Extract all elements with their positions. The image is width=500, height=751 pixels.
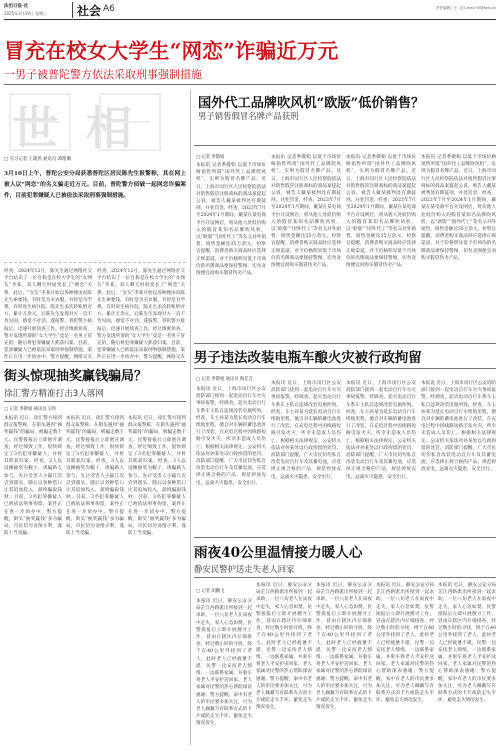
battery-headline: 男子违法改装电瓶车酿火灾被行政拘留 [194, 350, 422, 366]
lead-body-col-2: 经查，2024年12月，陈先生通过网络社交平台结识了一位自称是在校大学生的“女网友”李某，双人聊天时间变长了“网恋”关系。此后，“女友”李某开始以各种理由向陈先生索要钱，有时是为买衣服、有时是为学费、有时说生病住院，陈先生多次转账给对方，累计万余元。后陈先生发现对方一直不肯见面，感觉不对劲，遂报警。普陀警方接报后，迅速开展侦查工作。经过缜密侦查，警方发现所谓的“女大学生”竟是一名男子冒充的，随后将犯罪嫌疑人抓获归案。目前，犯罪嫌疑人已被依法采取刑事强制措施，案件正在进一步侦办中。警方提醒，网络交友 [97, 269, 185, 360]
column-divider [190, 90, 191, 745]
seal-decoration [0, 86, 184, 156]
battery-body-col-4: 本报讯 近日，上海市闵行区公安消防部门接到一起电动自行车火灾事故报警。经调查，起火电动自行车系车主私自违规改装电瓶所致。经查，车主孙某为延长电动自行车续航里程，擅自对车辆的蓄电池进行了改装，在充电过程中因线路短路引发火灾，所幸未造成人员伤亡。根据相关法律规定，公安机关依法对孙某处以行政拘留的处罚。消防部门提醒，广大市民切勿私自改装电动自行车及其蓄电池，应选择正规合格的产品，规范停放充电，远离火灾隐患，安全出行。 [421, 381, 496, 473]
fans-headline-block [194, 88, 496, 122]
battery-body-col-1: 本报讯 近日，上海市闵行区公安消防部门接到一起电动自行车火灾事故报警。经调查，起火电动自行车系车主私自违规改装电瓶所致。经查，车主孙某为延长电动自行车续航里程，擅自对车辆的蓄电池进行了改装，在充电过程中因线路短路引发火灾，所幸未造成人员伤亡。根据相关法律规定，公安机关依法对孙某处以行政拘留的处罚。消防部门提醒，广大市民切勿私自改装电动自行车及其蓄电池，应选择正规合格的产品，规范停放充电，远离火灾隐患，安全出行。 [196, 387, 266, 486]
pen-icon: □ [196, 589, 201, 594]
scam-top-rule [4, 361, 186, 362]
help-rule [194, 577, 496, 578]
fans-body-col-1: 本报讯 记者季敬娟 以低于市场价格销售所谓“国外代工品牌吹风机”，实则为假冒名牌产品。近日，上海市闵行区人民检察院依法对销售假冒注册商标的商品案提起公诉，被告人戴某被判处有期徒刑，并处罚金。经查，2023年7月至2024年1月期间，戴某在某电商平台开设网店，将从他人处低价购入的假冒某知名品牌吹风机，以“欧版”“国外代工”等名义对外销售，销售金额达35万余元。检察官提醒，消费者购买商品时应选择正规渠道，对于价格明显低于市场价的名牌商品要保持警惕，切勿贪图便宜而购买假冒伪劣产品。 [196, 163, 266, 277]
scam-rule [4, 401, 186, 402]
masthead [0, 0, 500, 22]
help-body-col-4: 本报讯 近日，静安公安分局芷江西路派出所接到一起求助，一位八旬老人在雨夜中走失，家人心急如焚。民警接报后立即开展搜寻工作，冒雨在辖区内仔细排查，经过数小时的寻找，终于在40公里外找到了老人。此时老人已经疲惫不堪，民警一边安抚老人情绪，一边联系家属，并驱车将老人平安护送回家。老人家属对民警的热心帮助深表感谢。警方提醒，家中有老人的市民要多加关注，可为老人佩戴写有联系方式的卡片或防走失手环，避免走失情况发生。 [376, 583, 434, 704]
help-subheadline: 静安民警护送走失老人回家 [194, 564, 295, 574]
help-body-col-3: 本报讯 近日，静安公安分局芷江西路派出所接到一起求助，一位八旬老人在雨夜中走失，家人心急如焚。民警接报后立即开展搜寻工作，冒雨在辖区内仔细排查，经过数小时的寻找，终于在40公里外找到了老人。此时老人已经疲惫不堪，民警一边安抚老人情绪，一边联系家属，并驱车将老人平安护送回家。老人家属对民警的热心帮助深表感谢。警方提醒，家中有老人的市民要多加关注，可为老人佩戴写有联系方式的卡片或防走失手环，避免走失情况发生。 [316, 583, 372, 711]
battery-body-col-3: 本报讯 近日，上海市闵行区公安消防部门接到一起电动自行车火灾事故报警。经调查，起火电动自行车系车主私自违规改装电瓶所致。经查，车主孙某为延长电动自行车续航里程，擅自对车辆的蓄电池进行了改装，在充电过程中因线路短路引发火灾，所幸未造成人员伤亡。根据相关法律规定，公安机关依法对孙某处以行政拘留的处罚。消防部门提醒，广大市民切勿私自改装电动自行车及其蓄电池，应选择正规合格的产品，规范停放充电，远离火灾隐患，安全出行。 [346, 381, 416, 480]
pen-icon: □ [196, 155, 201, 160]
issue-date: 2025年3月19日 星期三 [4, 11, 48, 16]
lead-reporters: □ 见习记者 王葳然 通讯员 谭理璐 [4, 157, 71, 162]
help-body-col-5: 本报讯 近日，静安公安分局芷江西路派出所接到一起求助，一位八旬老人在雨夜中走失，家人心急如焚。民警接报后立即开展搜寻工作，冒雨在辖区内仔细排查，经过数小时的寻找，终于在40公里外找到了老人。此时老人已经疲惫不堪，民警一边安抚老人情绪，一边联系家属，并驱车将老人平安护送回家。老人家属对民警的热心帮助深表感谢。警方提醒，家中有老人的市民要多加关注，可为老人佩戴写有联系方式的卡片或防走失手环，避免走失情况发生。 [438, 583, 496, 704]
lead-subheadline: 一男子被普陀警方依法采取刑事强制措施 [4, 68, 202, 81]
battery-body-col-2: 本报讯 近日，上海市闵行区公安消防部门接到一起电动自行车火灾事故报警。经调查，起火电动自行车系车主私自违规改装电瓶所致。经查，车主孙某为延长电动自行车续航里程，擅自对车辆的蓄电池进行了改装，在充电过程中因线路短路引发火灾，所幸未造成人员伤亡。根据相关法律规定，公安机关依法对孙某处以行政拘留的处罚。消防部门提醒，广大市民切勿私自改装电动自行车及其蓄电池，应选择正规合格的产品，规范停放充电，远离火灾隐患，安全出行。 [271, 381, 341, 480]
seal-characters: 世相 [12, 101, 160, 155]
battery-rule [194, 368, 496, 369]
scam-subheadline: 徐汇警方精准打击3人落网 [4, 389, 104, 399]
battery-top-rule [194, 343, 496, 344]
page-number: A6 [103, 4, 115, 14]
scam-body-col-2: 本报讯 近日，徐汇警方接到群众报警称，在街头遇到“抽奖赢钱”的骗局，被骗走数千元。民警接报后立即展开调查，经过细致工作，很快锁定了3名犯罪嫌疑人，并将其抓获归案。经查，3人以设摊抽奖为幌子，诱骗路人参与，先让受害人小赢几次尝到甜头，随后以各种借口让其追加投入，最终骗取钱财。目前，3名犯罪嫌疑人已被依法刑事拘留，案件正在进一步侦办中。警方提醒，街头“抽奖赢钱”多为骗局，市民切勿贪图小利，谨防上当受骗。 [66, 416, 124, 537]
fans-body-col-3: 本报讯 记者季敬娟 以低于市场价格销售所谓“国外代工品牌吹风机”，实则为假冒名牌产品。近日，上海市闵行区人民检察院依法对销售假冒注册商标的商品案提起公诉，被告人戴某被判处有期徒刑，并处罚金。经查，2023年7月至2024年1月期间，戴某在某电商平台开设网店，将从他人处低价购入的假冒某知名品牌吹风机，以“欧版”“国外代工”等名义对外销售，销售金额达35万余元。检察官提醒，消费者购买商品时应选择正规渠道，对于价格明显低于市场价的名牌商品要保持警惕，切勿贪图便宜而购买假冒伪劣产品。 [346, 155, 416, 269]
masthead-rule [4, 19, 496, 20]
pen-icon: □ [4, 157, 9, 162]
fans-body-col-2: 本报讯 记者季敬娟 以低于市场价格销售所谓“国外代工品牌吹风机”，实则为假冒名牌产品。近日，上海市闵行区人民检察院依法对销售假冒注册商标的商品案提起公诉，被告人戴某被判处有期徒刑，并处罚金。经查，2023年7月至2024年1月期间，戴某在某电商平台开设网店，将从他人处低价购入的假冒某知名品牌吹风机，以“欧版”“国外代工”等名义对外销售，销售金额达35万余元。检察官提醒，消费者购买商品时应选择正规渠道，对于价格明显低于市场价的名牌商品要保持警惕，切勿贪图便宜而购买假冒伪劣产品。 [271, 155, 341, 269]
lead-headline: 冒充在校女大学生“网恋”诈骗近万元 [4, 39, 339, 63]
fans-body-col-4: 本报讯 记者季敬娟 以低于市场价格销售所谓“国外代工品牌吹风机”，实则为假冒名牌产品。近日，上海市闵行区人民检察院依法对销售假冒注册商标的商品案提起公诉，被告人戴某被判处有期徒刑，并处罚金。经查，2023年7月至2024年1月期间，戴某在某电商平台开设网店，将从他人处低价购入的假冒某知名品牌吹风机，以“欧版”“国外代工”等名义对外销售，销售金额达35万余元。检察官提醒，消费者购买商品时应选择正规渠道，对于价格明显低于市场价的名牌商品要保持警惕，切勿贪图便宜而购买假冒伪劣产品。 [421, 155, 496, 261]
fans-headline: 国外代工品牌吹风机“欧版”低价销售？ [198, 96, 425, 111]
help-top-rule [194, 537, 496, 538]
lead-intro: 3月10日上午，普陀公安分局获悉普陀区居民陈先生报警称，其在网上被人以“网恋”的名义骗走近万元。目前，普陀警方侦破一起网恋诈骗案件，目前犯罪嫌疑人已被依法采取刑事强制措施。 [4, 171, 186, 199]
masthead-divider [72, 2, 73, 18]
section-name: 社会 [77, 4, 102, 18]
lead-intro-rule [4, 262, 186, 263]
lead-body-col-1: 经查，2024年12月，陈先生通过网络社交平台结识了一位自称是在校大学生的“女网友”李某，双人聊天时间变长了“网恋”关系。此后，“女友”李某开始以各种理由向陈先生索要钱，有时是为买衣服、有时是为学费、有时说生病住院，陈先生多次转账给对方，累计万余元。后陈先生发现对方一直不肯见面，感觉不对劲，遂报警。普陀警方接报后，迅速开展侦查工作。经过缜密侦查，警方发现所谓的“女大学生”竟是一名男子冒充的，随后将犯罪嫌疑人抓获归案。目前，犯罪嫌疑人已被依法采取刑事强制措施，案件正在进一步侦办中。警方提醒，网络交友 [4, 269, 92, 360]
pen-icon: □ [196, 377, 201, 382]
fans-reporters: □ 记者 季敬娟 [196, 155, 225, 160]
scam-reporters: □ 记者 季敬娟 通讯员 吴昕 [4, 407, 57, 412]
help-reporters: □ 记者 胡鹏飞 [196, 589, 225, 594]
pen-icon: □ [4, 407, 9, 412]
calligraphy-seal-image [0, 86, 184, 156]
lead-rule [4, 84, 496, 85]
scam-headline: 街头惊现抽奖赢钱骗局？ [4, 369, 148, 384]
fans-rule [194, 145, 496, 146]
editor-info: 责任编辑 / 王 飞 E-mail: fz@fzrb.cn [435, 6, 496, 10]
help-headline: 雨夜40公里温情接力暖人心 [194, 545, 363, 561]
battery-reporters: □ 记者 季敬娟 通讯员 陶佳音 [196, 377, 253, 382]
scam-body-col-1: 本报讯 近日，徐汇警方接到群众报警称，在街头遇到“抽奖赢钱”的骗局，被骗走数千元。民警接报后立即展开调查，经过细致工作，很快锁定了3名犯罪嫌疑人，并将其抓获归案。经查，3人以设摊抽奖为幌子，诱骗路人参与，先让受害人小赢几次尝到甜头，随后以各种借口让其追加投入，最终骗取钱财。目前，3名犯罪嫌疑人已被依法刑事拘留，案件正在进一步侦办中。警方提醒，街头“抽奖赢钱”多为骗局，市民切勿贪图小利，谨防上当受骗。 [4, 416, 62, 537]
help-body-col-2: 本报讯 近日，静安公安分局芷江西路派出所接到一起求助，一位八旬老人在雨夜中走失，家人心急如焚。民警接报后立即开展搜寻工作，冒雨在辖区内仔细排查，经过数小时的寻找，终于在40公里外找到了老人。此时老人已经疲惫不堪，民警一边安抚老人情绪，一边联系家属，并驱车将老人平安护送回家。老人家属对民警的热心帮助深表感谢。警方提醒，家中有老人的市民要多加关注，可为老人佩戴写有联系方式的卡片或防走失手环，避免走失情况发生。 [256, 583, 312, 711]
help-body-col-1: 本报讯 近日，静安公安分局芷江西路派出所接到一起求助，一位八旬老人在雨夜中走失，家人心急如焚。民警接报后立即开展搜寻工作，冒雨在辖区内仔细排查，经过数小时的寻找，终于在40公里外找到了老人。此时老人已经疲惫不堪，民警一边安抚老人情绪，一边联系家属，并驱车将老人平安护送回家。老人家属对民警的热心帮助深表感谢。警方提醒，家中有老人的市民要多加关注，可为老人佩戴写有联系方式的卡片或防走失手环，避免走失情况发生。 [196, 599, 252, 727]
scam-body-col-3: 本报讯 近日，徐汇警方接到群众报警称，在街头遇到“抽奖赢钱”的骗局，被骗走数千元。民警接报后立即展开调查，经过细致工作，很快锁定了3名犯罪嫌疑人，并将其抓获归案。经查，3人以设摊抽奖为幌子，诱骗路人参与，先让受害人小赢几次尝到甜头，随后以各种借口让其追加投入，最终骗取钱财。目前，3名犯罪嫌疑人已被依法刑事拘留，案件正在进一步侦办中。警方提醒，街头“抽奖赢钱”多为骗局，市民切勿贪图小利，谨防上当受骗。 [128, 416, 186, 537]
paper-name: 法治日报·社 [4, 4, 29, 9]
fans-subheadline: 男子销售假冒名牌产品获刑 [198, 111, 299, 121]
